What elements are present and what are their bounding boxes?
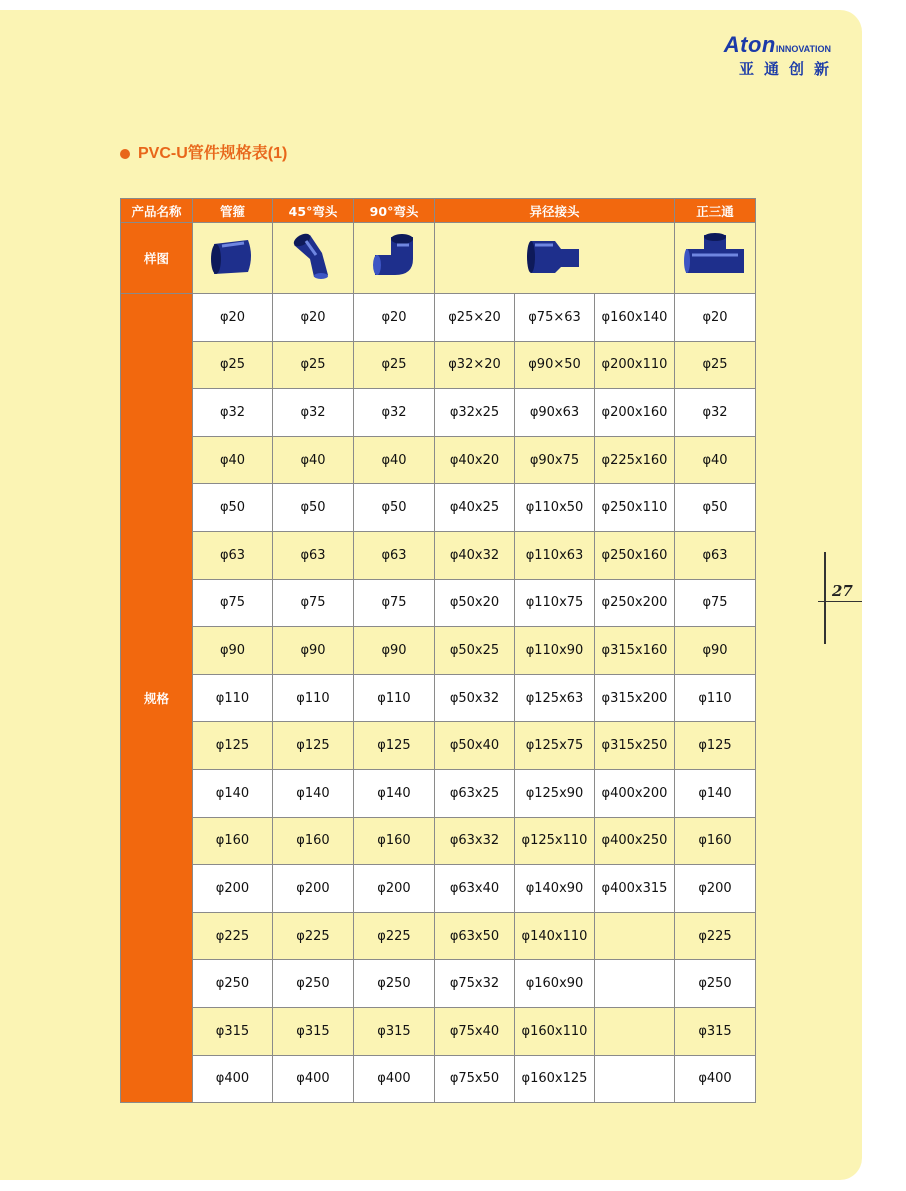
table-cell: φ40 <box>273 436 354 484</box>
header-row <box>121 199 756 223</box>
table-cell: φ90 <box>193 627 273 675</box>
elbow-45-image <box>273 223 354 294</box>
section-title <box>120 140 287 163</box>
brand-name: Aton <box>723 32 776 57</box>
table-cell: φ400x250 <box>595 817 675 865</box>
table-cell: φ110 <box>354 674 435 722</box>
table-cell: φ20 <box>675 294 756 342</box>
table-cell: φ250 <box>675 960 756 1008</box>
table-cell: φ50 <box>675 484 756 532</box>
table-cell: φ40 <box>675 436 756 484</box>
table-cell: φ90×50 <box>515 341 595 389</box>
table-cell: φ110x63 <box>515 531 595 579</box>
image-row <box>121 223 756 294</box>
table-cell: φ50x25 <box>435 627 515 675</box>
coupling-image <box>193 223 273 294</box>
header-coupling: 管箍 <box>193 199 273 223</box>
table-row <box>121 294 756 342</box>
table-cell: φ400 <box>193 1055 273 1103</box>
table-cell: φ50x40 <box>435 722 515 770</box>
table-cell: φ125 <box>675 722 756 770</box>
table-row <box>121 817 756 865</box>
table-cell: φ32 <box>273 389 354 437</box>
table-row <box>121 769 756 817</box>
section-title-text: PVC-U管件规格表(1) <box>138 145 288 162</box>
table-row <box>121 436 756 484</box>
table-cell: φ63x50 <box>435 912 515 960</box>
table-cell: φ63 <box>273 531 354 579</box>
table-cell: φ315x160 <box>595 627 675 675</box>
spec-label: 规格 <box>121 294 193 1103</box>
table-row <box>121 912 756 960</box>
table-cell: φ110 <box>193 674 273 722</box>
table-row <box>121 722 756 770</box>
table-row <box>121 579 756 627</box>
table-cell: φ125 <box>273 722 354 770</box>
table-cell: φ200 <box>193 865 273 913</box>
table-cell: φ20 <box>273 294 354 342</box>
table-row <box>121 341 756 389</box>
table-cell: φ110 <box>675 674 756 722</box>
header-elbow-45: 45°弯头 <box>273 199 354 223</box>
table-cell: φ75 <box>273 579 354 627</box>
table-cell: φ125x75 <box>515 722 595 770</box>
table-cell: φ200x110 <box>595 341 675 389</box>
table-cell: φ225 <box>273 912 354 960</box>
table-cell: φ63 <box>675 531 756 579</box>
table-cell: φ125x90 <box>515 769 595 817</box>
table-cell: φ110x50 <box>515 484 595 532</box>
table-cell: φ250 <box>193 960 273 1008</box>
table-cell: φ50 <box>193 484 273 532</box>
table-cell: φ75x50 <box>435 1055 515 1103</box>
table-cell: φ40x25 <box>435 484 515 532</box>
table-cell: φ63x32 <box>435 817 515 865</box>
table-row <box>121 960 756 1008</box>
table-cell: φ140 <box>354 769 435 817</box>
table-cell: φ160 <box>354 817 435 865</box>
table-cell: φ400x315 <box>595 865 675 913</box>
table-cell: φ90 <box>675 627 756 675</box>
table-cell <box>595 1055 675 1103</box>
table-cell <box>595 1007 675 1055</box>
brand-chinese: 亚通创新 <box>738 61 839 78</box>
header-elbow-90: 90°弯头 <box>354 199 435 223</box>
table-cell: φ25 <box>273 341 354 389</box>
spec-table <box>120 198 756 1103</box>
table-cell: φ25 <box>193 341 273 389</box>
elbow-90-image <box>354 223 435 294</box>
table-cell: φ90x75 <box>515 436 595 484</box>
table-row <box>121 627 756 675</box>
table-cell: φ50x20 <box>435 579 515 627</box>
table-cell: φ250x110 <box>595 484 675 532</box>
table-cell: φ63 <box>354 531 435 579</box>
bullet-icon <box>120 149 130 159</box>
table-cell: φ250 <box>273 960 354 1008</box>
table-cell: φ125x110 <box>515 817 595 865</box>
table-cell: φ25 <box>354 341 435 389</box>
table-cell: φ160x125 <box>515 1055 595 1103</box>
table-cell: φ25 <box>675 341 756 389</box>
table-cell: φ63x25 <box>435 769 515 817</box>
reducer-image <box>435 223 675 294</box>
header-product-name: 产品名称 <box>121 199 193 223</box>
table-cell: φ50 <box>273 484 354 532</box>
table-cell: φ125x63 <box>515 674 595 722</box>
table-cell: φ315 <box>193 1007 273 1055</box>
table-cell: φ250 <box>354 960 435 1008</box>
table-row <box>121 484 756 532</box>
table-cell: φ400 <box>354 1055 435 1103</box>
table-cell: φ75×63 <box>515 294 595 342</box>
table-cell: φ25×20 <box>435 294 515 342</box>
table-cell: φ250x160 <box>595 531 675 579</box>
table-row <box>121 865 756 913</box>
table-cell: φ140x90 <box>515 865 595 913</box>
table-cell: φ90x63 <box>515 389 595 437</box>
table-row <box>121 1007 756 1055</box>
header-reducer: 异径接头 <box>435 199 675 223</box>
table-cell: φ200 <box>273 865 354 913</box>
table-cell: φ200x160 <box>595 389 675 437</box>
table-cell: φ50 <box>354 484 435 532</box>
table-cell: φ20 <box>193 294 273 342</box>
tee-image <box>675 223 756 294</box>
table-cell: φ315x250 <box>595 722 675 770</box>
table-cell: φ50x32 <box>435 674 515 722</box>
table-cell: φ125 <box>354 722 435 770</box>
table-cell: φ200 <box>675 865 756 913</box>
table-cell: φ400 <box>273 1055 354 1103</box>
table-cell: φ40x32 <box>435 531 515 579</box>
table-cell: φ75x32 <box>435 960 515 1008</box>
table-cell: φ32 <box>675 389 756 437</box>
table-cell: φ75x40 <box>435 1007 515 1055</box>
table-cell: φ75 <box>354 579 435 627</box>
table-cell: φ110 <box>273 674 354 722</box>
table-cell: φ20 <box>354 294 435 342</box>
table-cell: φ225 <box>675 912 756 960</box>
table-cell: φ40 <box>193 436 273 484</box>
table-cell: φ160 <box>675 817 756 865</box>
table-cell: φ63 <box>193 531 273 579</box>
table-row <box>121 1055 756 1103</box>
table-cell: φ160 <box>193 817 273 865</box>
table-cell: φ160x140 <box>595 294 675 342</box>
table-cell: φ140 <box>675 769 756 817</box>
table-cell: φ40 <box>354 436 435 484</box>
table-cell: φ32 <box>193 389 273 437</box>
table-cell: φ110x90 <box>515 627 595 675</box>
table-cell: φ160x110 <box>515 1007 595 1055</box>
table-cell: φ225 <box>193 912 273 960</box>
table-cell: φ32x25 <box>435 389 515 437</box>
header-tee: 正三通 <box>675 199 756 223</box>
image-row-label: 样图 <box>121 223 193 294</box>
table-cell: φ90 <box>273 627 354 675</box>
table-cell: φ315 <box>273 1007 354 1055</box>
table-cell: φ90 <box>354 627 435 675</box>
page-number-hline <box>818 601 862 602</box>
table-cell: φ160x90 <box>515 960 595 1008</box>
table-row <box>121 674 756 722</box>
table-cell: φ160 <box>273 817 354 865</box>
table-cell: φ75 <box>193 579 273 627</box>
table-cell: φ225x160 <box>595 436 675 484</box>
table-cell: φ315x200 <box>595 674 675 722</box>
table-row <box>121 531 756 579</box>
page-number: 27 <box>832 582 853 600</box>
table-cell: φ32 <box>354 389 435 437</box>
table-cell: φ315 <box>675 1007 756 1055</box>
table-cell: φ110x75 <box>515 579 595 627</box>
table-row <box>121 389 756 437</box>
table-cell: φ400x200 <box>595 769 675 817</box>
table-cell: φ250x200 <box>595 579 675 627</box>
table-cell <box>595 912 675 960</box>
table-cell: φ140 <box>193 769 273 817</box>
table-cell: φ140 <box>273 769 354 817</box>
table-cell: φ40x20 <box>435 436 515 484</box>
table-cell: φ125 <box>193 722 273 770</box>
table-cell <box>595 960 675 1008</box>
table-cell: φ400 <box>675 1055 756 1103</box>
table-cell: φ225 <box>354 912 435 960</box>
table-cell: φ140x110 <box>515 912 595 960</box>
table-cell: φ32×20 <box>435 341 515 389</box>
table-cell: φ315 <box>354 1007 435 1055</box>
brand-logo <box>723 32 839 79</box>
table-cell: φ200 <box>354 865 435 913</box>
brand-sub: INNOVATION <box>775 44 831 54</box>
table-cell: φ75 <box>675 579 756 627</box>
table-cell: φ63x40 <box>435 865 515 913</box>
page-number-vline <box>824 552 826 644</box>
